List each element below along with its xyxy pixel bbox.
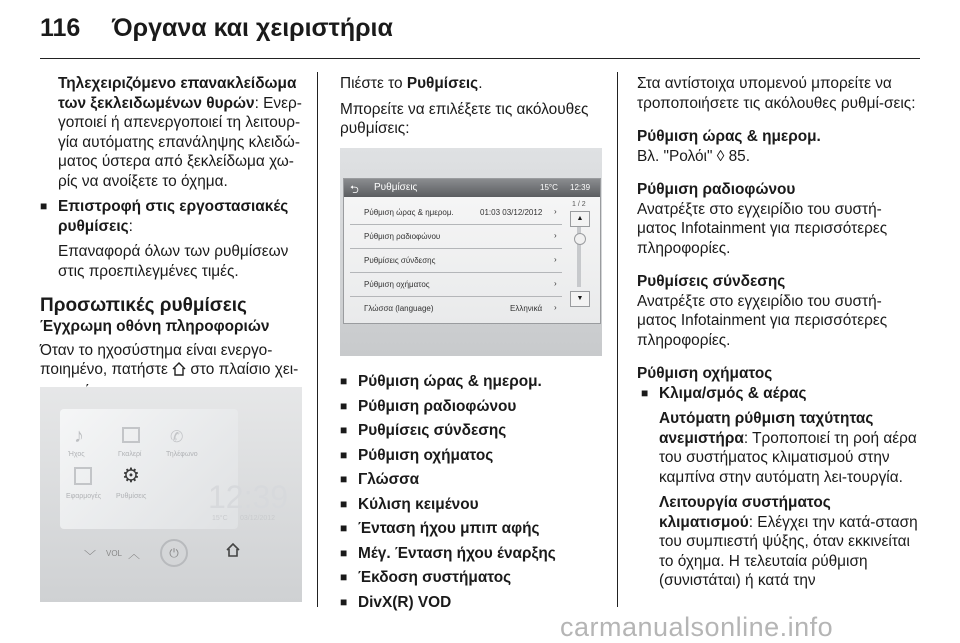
settings-title: Ρυθμίσεις bbox=[374, 182, 418, 193]
column-divider-1 bbox=[317, 72, 318, 607]
apps-icon bbox=[74, 467, 92, 485]
auto-fan-text: : Τροποποιεί τη ροή αέρα του συστήματος κλιματισμού στην καμπίνα στην αυτόματη λει-τουργία. bbox=[659, 429, 917, 486]
settings-gear-icon: ⚙ bbox=[122, 465, 140, 487]
list-item: ■ DivX(R) VOD bbox=[340, 593, 612, 613]
settings-screen bbox=[343, 178, 601, 324]
factory-reset-term: Επιστροφή στις εργοστασιακές ρυθμίσεις bbox=[58, 198, 289, 235]
scrollbar-track[interactable] bbox=[577, 227, 581, 287]
vol-label: VOL bbox=[106, 549, 123, 558]
list-item: ■ Μέγ. Ένταση ήχου έναρξης bbox=[340, 544, 612, 564]
ac-mode-text: : Ελέγχει την κατά-σταση του συμπιεστή ψύξης, όταν εκκινείται το όχημα. Η τελευταία ρύθμιση (συνιστάται) ή κατά την bbox=[659, 513, 918, 589]
settings-row-label: Ρυθμίσεις σύνδεσης bbox=[364, 256, 436, 265]
app-label-settings: Ρυθμίσεις bbox=[116, 493, 147, 500]
page-number: 116 bbox=[40, 14, 81, 42]
settings-row-label: Ρύθμιση οχήματος bbox=[364, 280, 430, 289]
section-heading: Προσωπικές ρυθμίσεις bbox=[40, 295, 247, 316]
list-item: ■ Έκδοση συστήματος bbox=[340, 568, 612, 588]
watermark: carmanualsonline.info bbox=[560, 612, 834, 642]
settings-list-block bbox=[340, 372, 612, 617]
heading-radio: Ρύθμιση ραδιοφώνου bbox=[637, 181, 796, 198]
clock-reference-page: 85. bbox=[728, 147, 750, 165]
column-1 bbox=[40, 74, 308, 401]
scrollbar-thumb[interactable] bbox=[574, 233, 586, 245]
chevron-right-icon: › bbox=[554, 255, 557, 264]
chevron-right-icon: › bbox=[554, 231, 557, 240]
list-item: ■ Ρυθμίσεις σύνδεσης bbox=[340, 421, 612, 441]
instruction-text-1: Όταν το ηχοσύστημα είναι ενεργο-ποιημένο, πατήστε bbox=[40, 341, 273, 378]
column-3 bbox=[637, 74, 920, 591]
settings-row-label: Γλώσσα (language) bbox=[364, 304, 434, 313]
climate-bullet: ■ Κλιμα/σμός & αέρας bbox=[641, 384, 920, 404]
header-rule bbox=[40, 58, 920, 59]
panel-clock: 12:39 bbox=[208, 479, 289, 515]
settings-temp: 15°C bbox=[540, 183, 558, 192]
settings-row-value: Ελληνικά bbox=[510, 304, 543, 313]
list-item: ■ Ρύθμιση ώρας & ημερομ. bbox=[340, 372, 612, 392]
settings-titlebar bbox=[344, 179, 600, 197]
settings-screen-image bbox=[340, 148, 602, 356]
list-item: ■ Ένταση ήχου μπιπ αφής bbox=[340, 519, 612, 539]
press-pre: Πιέστε το bbox=[340, 75, 403, 92]
control-panel-image bbox=[40, 387, 302, 602]
app-label-gallery: Γκαλερί bbox=[118, 451, 142, 458]
press-settings-paragraph bbox=[340, 74, 612, 94]
factory-reset-item bbox=[40, 197, 308, 236]
clock-reference bbox=[637, 147, 920, 167]
settings-menu bbox=[350, 201, 562, 320]
heading-vehicle: Ρύθμιση οχήματος bbox=[637, 365, 773, 382]
settings-row-time[interactable] bbox=[350, 201, 562, 225]
list-item: ■ Γλώσσα bbox=[340, 470, 612, 490]
instruction-text-2: στο πλαίσιο χει- bbox=[190, 361, 299, 378]
column-divider-2 bbox=[617, 72, 618, 607]
chevron-right-icon: › bbox=[554, 279, 557, 288]
remote-relock-term: Τηλεχειριζόμενο επανακλείδωμα των ξεκλειδωμένων θυρών bbox=[58, 75, 297, 112]
submenu-intro: Στα αντίστοιχα υπομενού μπορείτε να τροποποιήσετε τις ακόλουθες ρυθμί-σεις: bbox=[637, 75, 916, 112]
app-label-audio: Ήχος bbox=[68, 451, 85, 458]
auto-fan-paragraph bbox=[637, 409, 920, 487]
gallery-icon bbox=[122, 427, 140, 443]
page-title: Όργανα και χειριστήρια bbox=[112, 14, 393, 42]
remote-relock-text: : Ενερ-γοποιεί ή απενεργοποιεί τη λειτουρ-γία αυτόματης επανάληψης κλειδώ-ματος ύστερα από ξεκλείδωμα χω-ρίς να ανοίξετε το όχημα. bbox=[58, 94, 302, 190]
audio-icon: ♪ bbox=[74, 425, 84, 447]
column-2 bbox=[340, 74, 612, 139]
list-item: ■ Ρύθμιση οχήματος bbox=[340, 446, 612, 466]
settings-row-language[interactable] bbox=[350, 297, 562, 320]
heading-connection: Ρυθμίσεις σύνδεσης bbox=[637, 273, 786, 290]
power-button[interactable]: ⏻ bbox=[160, 539, 188, 567]
chevron-right-icon: › bbox=[554, 303, 557, 312]
ac-mode-paragraph bbox=[637, 493, 920, 591]
back-arrow-icon[interactable]: ⮌ bbox=[350, 184, 359, 196]
settings-list bbox=[340, 372, 612, 612]
home-button-icon[interactable] bbox=[226, 543, 240, 562]
vol-down-icon[interactable]: ﹀ bbox=[84, 549, 97, 563]
connection-text: Ανατρέξτε στο εγχειρίδιο του συστή-ματος Infotainment για περισσότερες πληροφορίες. bbox=[637, 292, 888, 349]
press-settings-term: Ρυθμίσεις bbox=[406, 75, 479, 92]
page-ref-icon: ◊ bbox=[716, 147, 725, 165]
app-label-apps: Εφαρμογές bbox=[66, 493, 102, 500]
subsection-heading: Έγχρωμη οθόνη πληροφοριών bbox=[40, 318, 270, 335]
scroll-up-button[interactable]: ▲ bbox=[570, 211, 590, 227]
vol-up-icon[interactable]: ︿ bbox=[128, 547, 141, 561]
heading-time-date: Ρύθμιση ώρας & ημερομ. bbox=[637, 128, 821, 145]
panel-temp: 15°C bbox=[212, 515, 228, 522]
auto-fan-term: Αυτόματη ρύθμιση ταχύτητας ανεμιστήρα bbox=[659, 410, 874, 447]
factory-reset-colon: : bbox=[128, 217, 133, 235]
settings-row-vehicle[interactable] bbox=[350, 273, 562, 297]
choose-text: Μπορείτε να επιλέξετε τις ακόλουθες ρυθμίσεις: bbox=[340, 100, 589, 137]
settings-row-label: Ρύθμιση ώρας & ημερομ. bbox=[364, 208, 454, 217]
settings-row-label: Ρύθμιση ραδιοφώνου bbox=[364, 232, 441, 241]
settings-time: 12:39 bbox=[570, 183, 591, 192]
factory-reset-text: Επαναφορά όλων των ρυθμίσεων στις προεπιλεγμένες τιμές. bbox=[58, 243, 289, 280]
scroll-down-button[interactable]: ▼ bbox=[570, 291, 590, 307]
ac-mode-term: Λειτουργία συστήματος κλιματισμού bbox=[659, 494, 831, 531]
remote-relock-paragraph bbox=[40, 74, 308, 191]
settings-home-icon bbox=[172, 362, 186, 382]
press-post: . bbox=[478, 75, 483, 92]
clock-reference-text: Βλ. "Ρολόι" bbox=[637, 147, 713, 165]
radio-text: Ανατρέξτε στο εγχειρίδιο του συστή-ματος Infotainment για περισσότερες πληροφορίες. bbox=[637, 200, 888, 257]
list-item: ■ Ρύθμιση ραδιοφώνου bbox=[340, 397, 612, 417]
settings-row-radio[interactable] bbox=[350, 225, 562, 249]
app-label-phone: Τηλέφωνο bbox=[166, 451, 198, 458]
panel-date: 03/12/2012 bbox=[240, 515, 276, 522]
list-item: ■ Κύλιση κειμένου bbox=[340, 495, 612, 515]
settings-row-value: 01:03 03/12/2012 bbox=[480, 208, 543, 217]
settings-row-connection[interactable] bbox=[350, 249, 562, 273]
chevron-right-icon: › bbox=[554, 207, 557, 216]
phone-icon: ✆ bbox=[170, 429, 184, 446]
page-indicator: 1 / 2 bbox=[572, 201, 586, 208]
